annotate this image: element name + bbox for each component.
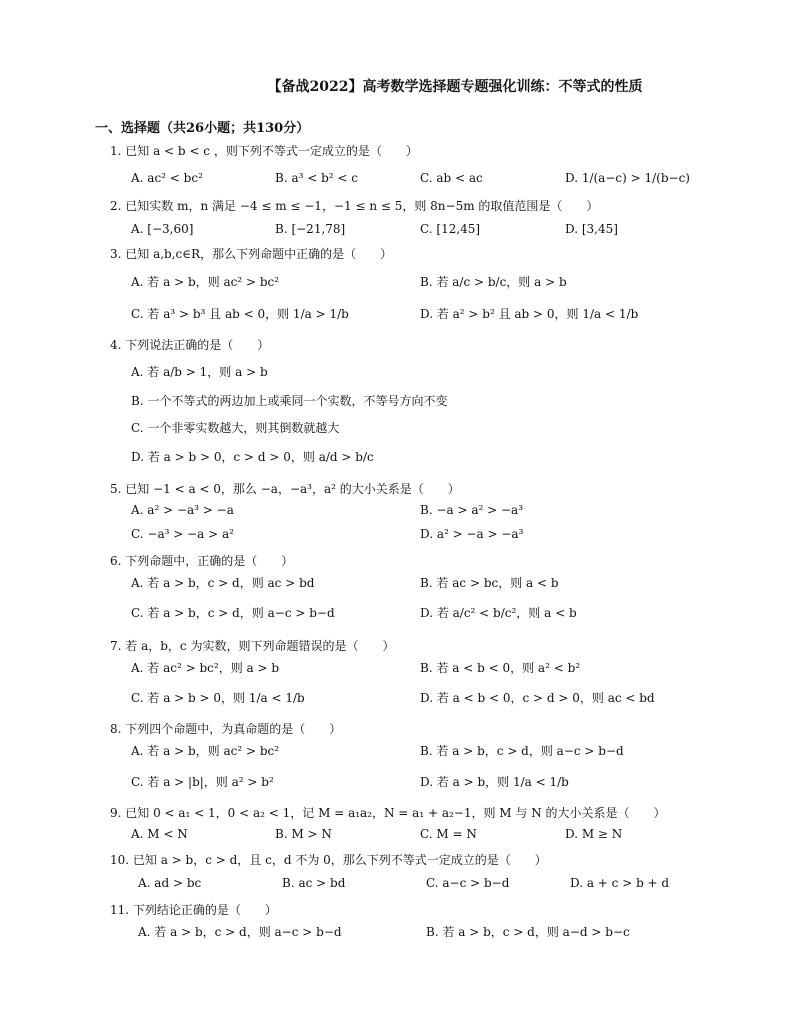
option-c: C. a−c > b−d — [426, 876, 510, 890]
question-stem: 3. 已知 a,b,c∈R，那么下列命题中正确的是（ ） — [110, 247, 393, 261]
question-stem: 2. 已知实数 m，n 满足 −4 ≤ m ≤ −1，−1 ≤ n ≤ 5，则 8n−5m 的取值范围是（ ） — [110, 199, 599, 213]
option-a: A. 若 a > b，c > d，则 ac > bd — [131, 576, 315, 590]
option-d: D. a² > −a > −a³ — [420, 527, 524, 541]
option-d: D. M ≥ N — [565, 827, 623, 841]
option-c: C. 若 a > b，c > d，则 a−c > b−d — [131, 606, 335, 620]
option-a: A. a² > −a³ > −a — [131, 503, 234, 517]
option-b: B. 若 a/c > b/c，则 a > b — [420, 275, 567, 289]
question-stem: 10. 已知 a > b，c > d，且 c，d 不为 0，那么下列不等式一定成立的是（ ） — [110, 853, 547, 867]
option-a: A. 若 a > b，c > d，则 a−c > b−d — [138, 925, 342, 939]
question-stem: 4. 下列说法正确的是（ ） — [110, 338, 270, 352]
option-d: D. 若 a > b > 0，c > d > 0，则 a/d > b/c — [131, 450, 374, 464]
option-b: B. ac > bd — [282, 876, 346, 890]
option-c: C. ab < ac — [420, 171, 483, 185]
option-d: D. 若 a > b，则 1/a < 1/b — [420, 775, 569, 789]
option-c: C. M = N — [420, 827, 477, 841]
option-a: A. [−3,60] — [131, 222, 194, 236]
option-c: C. −a³ > −a > a² — [131, 527, 234, 541]
option-d: D. [3,45] — [565, 222, 618, 236]
option-a: A. ac² < bc² — [131, 171, 203, 185]
question-stem: 9. 已知 0 < a₁ < 1，0 < a₂ < 1，记 M = a₁a₂，N = a₁ + a₂−1，则 M 与 N 的大小关系是（ ） — [110, 806, 666, 820]
option-a: A. M < N — [131, 827, 188, 841]
option-b: B. 若 a < b < 0，则 a² < b² — [420, 661, 581, 675]
question-stem: 8. 下列四个命题中，为真命题的是（ ） — [110, 722, 342, 736]
option-b: B. [−21,78] — [275, 222, 346, 236]
option-c: C. 一个非零实数越大，则其倒数就越大 — [131, 421, 340, 435]
question-stem: 6. 下列命题中，正确的是（ ） — [110, 554, 294, 568]
question-stem: 1. 已知 a < b < c ，则下列不等式一定成立的是（ ） — [110, 144, 418, 158]
option-d: D. 若 a/c² < b/c²，则 a < b — [420, 606, 577, 620]
option-a: A. 若 a > b，则 ac² > bc² — [131, 744, 280, 758]
option-a: A. 若 ac² > bc²，则 a > b — [131, 661, 280, 675]
option-a: A. ad > bc — [138, 876, 202, 890]
option-d: D. 若 a < b < 0，c > d > 0，则 ac < bd — [420, 691, 655, 705]
question-stem: 7. 若 a，b，c 为实数，则下列命题错误的是（ ） — [110, 639, 395, 653]
option-b: B. 若 ac > bc，则 a < b — [420, 576, 559, 590]
option-c: C. 若 a > |b|，则 a² > b² — [131, 775, 274, 789]
option-c: C. [12,45] — [420, 222, 481, 236]
option-b: B. 若 a > b，c > d，则 a−d > b−c — [426, 925, 630, 939]
option-d: D. a + c > b + d — [570, 876, 670, 890]
option-c: C. 若 a³ > b³ 且 ab < 0，则 1/a > 1/b — [131, 307, 349, 321]
option-b: B. a³ < b² < c — [275, 171, 358, 185]
option-a: A. 若 a > b，则 ac² > bc² — [131, 275, 280, 289]
section-heading: 一、选择题（共26小题；共130分） — [95, 121, 310, 136]
option-d: D. 1/(a−c) > 1/(b−c) — [565, 171, 690, 185]
option-b: B. 一个不等式的两边加上或乘同一个实数，不等号方向不变 — [131, 394, 448, 408]
option-b: B. 若 a > b，c > d，则 a−c > b−d — [420, 744, 624, 758]
question-stem: 11. 下列结论正确的是（ ） — [110, 903, 277, 917]
option-b: B. −a > a² > −a³ — [420, 503, 524, 517]
question-stem: 5. 已知 −1 < a < 0，那么 −a，−a³，a² 的大小关系是（ ） — [110, 482, 460, 496]
option-b: B. M > N — [275, 827, 332, 841]
option-d: D. 若 a² > b² 且 ab > 0，则 1/a < 1/b — [420, 307, 639, 321]
option-a: A. 若 a/b > 1，则 a > b — [131, 365, 268, 379]
option-c: C. 若 a > b > 0，则 1/a < 1/b — [131, 691, 305, 705]
page-title: 【备战2022】高考数学选择题专题强化训练：不等式的性质 — [267, 79, 643, 95]
